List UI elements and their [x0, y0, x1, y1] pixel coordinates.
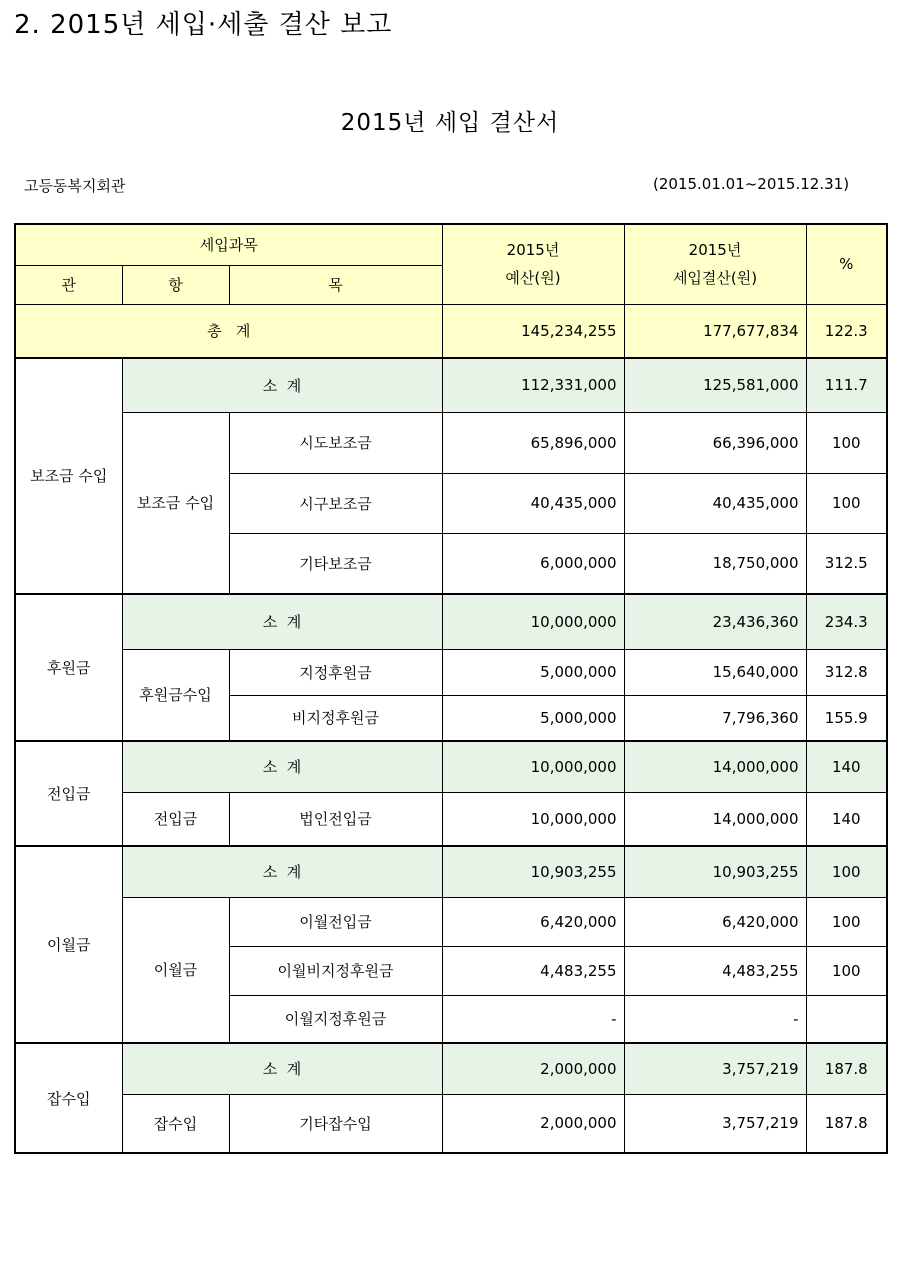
subtotal-label: 소 계 — [122, 358, 442, 412]
mok-cell: 비지정후원금 — [229, 695, 442, 741]
header-settlement-line2: 세입결산(원) — [672, 269, 758, 288]
percent-cell — [806, 995, 887, 1043]
gwan-cell: 보조금 수입 — [15, 358, 122, 594]
budget-cell: 6,420,000 — [442, 897, 624, 946]
subtotal-label: 소 계 — [122, 1043, 442, 1094]
subtotal-row — [15, 741, 887, 792]
budget-cell: 65,896,000 — [442, 412, 624, 473]
subtotal-percent: 140 — [806, 741, 887, 792]
subtotal-label: 소 계 — [122, 846, 442, 897]
settlement-cell: 18,750,000 — [624, 533, 806, 594]
mok-cell: 기타보조금 — [229, 533, 442, 594]
budget-cell: - — [442, 995, 624, 1043]
subtotal-budget: 10,000,000 — [442, 741, 624, 792]
mok-cell: 시구보조금 — [229, 473, 442, 533]
subtotal-row — [15, 358, 887, 412]
subtotal-settlement: 3,757,219 — [624, 1043, 806, 1094]
total-percent: 122.3 — [806, 304, 887, 358]
gwan-cell: 후원금 — [15, 594, 122, 741]
header-row — [15, 224, 887, 265]
mok-cell: 이월비지정후원금 — [229, 946, 442, 995]
header-settlement — [624, 224, 806, 304]
total-row — [15, 304, 887, 358]
subtotal-settlement: 10,903,255 — [624, 846, 806, 897]
header-budget-line1: 2015년 — [506, 241, 560, 260]
section-title: 2. 2015년 세입·세출 결산 보고 — [14, 10, 393, 40]
hang-cell: 잡수입 — [122, 1094, 229, 1153]
subtotal-settlement: 23,436,360 — [624, 594, 806, 649]
settlement-cell: 15,640,000 — [624, 649, 806, 695]
total-label: 총 계 — [15, 304, 442, 358]
percent-cell: 155.9 — [806, 695, 887, 741]
hang-cell: 보조금 수입 — [122, 412, 229, 594]
subtotal-settlement: 14,000,000 — [624, 741, 806, 792]
mok-cell: 법인전입금 — [229, 792, 442, 846]
budget-cell: 4,483,255 — [442, 946, 624, 995]
mok-cell: 시도보조금 — [229, 412, 442, 473]
settlement-cell: 3,757,219 — [624, 1094, 806, 1153]
table-row — [15, 412, 887, 473]
percent-cell: 140 — [806, 792, 887, 846]
total-budget: 145,234,255 — [442, 304, 624, 358]
header-hang: 항 — [122, 265, 229, 304]
budget-cell: 10,000,000 — [442, 792, 624, 846]
gwan-cell: 이월금 — [15, 846, 122, 1043]
percent-cell: 100 — [806, 412, 887, 473]
header-gwan: 관 — [15, 265, 122, 304]
subtotal-percent: 100 — [806, 846, 887, 897]
subtotal-percent: 187.8 — [806, 1043, 887, 1094]
subtotal-percent: 234.3 — [806, 594, 887, 649]
gwan-cell: 잡수입 — [15, 1043, 122, 1153]
header-account-subject: 세입과목 — [15, 224, 442, 265]
hang-cell: 후원금수입 — [122, 649, 229, 741]
subtotal-budget: 10,000,000 — [442, 594, 624, 649]
table-row — [15, 792, 887, 846]
subtotal-row — [15, 1043, 887, 1094]
subtotal-settlement: 125,581,000 — [624, 358, 806, 412]
hang-cell: 이월금 — [122, 897, 229, 1043]
fiscal-period: (2015.01.01~2015.12.31) — [653, 175, 850, 193]
mok-cell: 이월지정후원금 — [229, 995, 442, 1043]
settlement-cell: 7,796,360 — [624, 695, 806, 741]
subtotal-label: 소 계 — [122, 594, 442, 649]
header-budget-line2: 예산(원) — [505, 269, 561, 288]
settlement-cell: 66,396,000 — [624, 412, 806, 473]
hang-cell: 전입금 — [122, 792, 229, 846]
document-title: 2015년 세입 결산서 — [340, 110, 560, 136]
table-row — [15, 1094, 887, 1153]
percent-cell: 100 — [806, 897, 887, 946]
subtotal-budget: 10,903,255 — [442, 846, 624, 897]
percent-cell: 312.5 — [806, 533, 887, 594]
percent-cell: 100 — [806, 473, 887, 533]
mok-cell: 기타잡수입 — [229, 1094, 442, 1153]
subtotal-budget: 112,331,000 — [442, 358, 624, 412]
budget-cell: 5,000,000 — [442, 649, 624, 695]
mok-cell: 이월전입금 — [229, 897, 442, 946]
percent-cell: 100 — [806, 946, 887, 995]
percent-cell: 312.8 — [806, 649, 887, 695]
total-settlement: 177,677,834 — [624, 304, 806, 358]
header-mok: 목 — [229, 265, 442, 304]
header-settlement-line1: 2015년 — [688, 241, 742, 260]
settlement-cell: 14,000,000 — [624, 792, 806, 846]
table-row — [15, 897, 887, 946]
subtotal-row — [15, 594, 887, 649]
subtotal-row — [15, 846, 887, 897]
settlement-cell: 6,420,000 — [624, 897, 806, 946]
subtotal-percent: 111.7 — [806, 358, 887, 412]
subtotal-label: 소 계 — [122, 741, 442, 792]
table-row — [15, 649, 887, 695]
mok-cell: 지정후원금 — [229, 649, 442, 695]
percent-cell: 187.8 — [806, 1094, 887, 1153]
settlement-cell: 4,483,255 — [624, 946, 806, 995]
budget-cell: 40,435,000 — [442, 473, 624, 533]
header-percent: % — [806, 224, 887, 304]
settlement-cell: - — [624, 995, 806, 1043]
header-budget — [442, 224, 624, 304]
gwan-cell: 전입금 — [15, 741, 122, 846]
organization-name: 고등동복지회관 — [24, 177, 126, 195]
budget-cell: 6,000,000 — [442, 533, 624, 594]
revenue-settlement-table — [14, 223, 888, 1154]
subtotal-budget: 2,000,000 — [442, 1043, 624, 1094]
settlement-cell: 40,435,000 — [624, 473, 806, 533]
budget-cell: 2,000,000 — [442, 1094, 624, 1153]
budget-cell: 5,000,000 — [442, 695, 624, 741]
